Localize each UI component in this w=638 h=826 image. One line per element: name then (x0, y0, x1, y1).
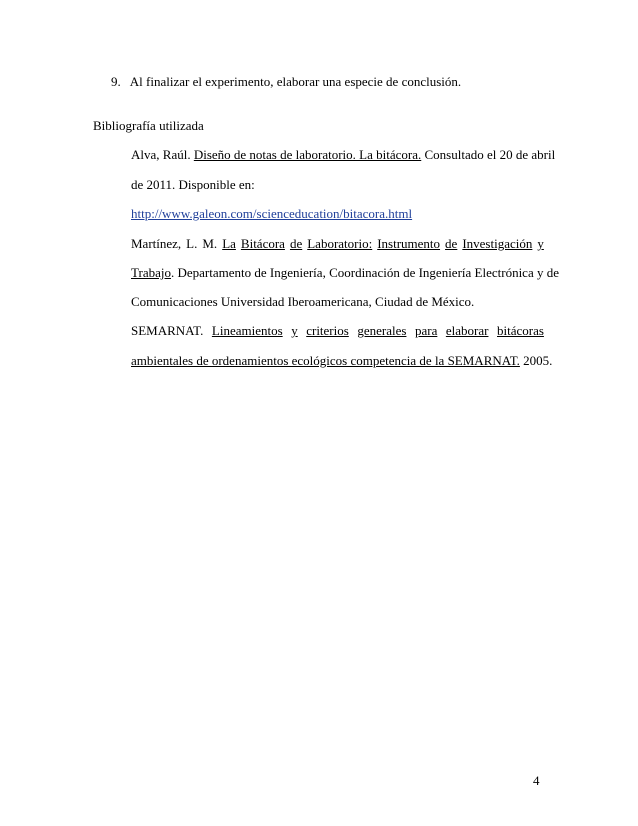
bib-word: Martínez, (131, 236, 182, 251)
bib-word: M. (202, 236, 218, 251)
bib-entry-2-line-3: Comunicaciones Universidad Iberoamericana, Ciudad de México. (131, 294, 475, 309)
list-item-9 (111, 74, 461, 90)
bib-entry-3-year: 2005. (519, 353, 553, 368)
bib-entry-3-line-2 (131, 353, 552, 369)
bib-word: de (289, 236, 303, 251)
bib-entry-1-consulted: Consultado el 20 de abril (424, 147, 556, 162)
bib-entry-2-publisher: . Departamento de Ingeniería, Coordinación de Ingeniería Electrónica y de (170, 265, 559, 280)
bib-entry-1-title: Diseño de notas de laboratorio. La bitácora. (193, 147, 422, 162)
bib-word: y (291, 323, 298, 338)
bib-word: Lineamientos (211, 323, 283, 338)
bib-word: criterios (306, 323, 349, 338)
bib-entry-3-line-1 (131, 323, 544, 339)
bib-entry-2-line-1 (131, 236, 544, 252)
bib-word: SEMARNAT. (131, 323, 204, 338)
bib-entry-1-line-2: de 2011. Disponible en: (131, 177, 255, 192)
bib-entry-1-author: Alva, Raúl. (131, 147, 191, 162)
bib-entry-1-line-1 (131, 147, 555, 163)
bib-entry-3-title-end: ambientales de ordenamientos ecológicos competencia de la SEMARNAT. (131, 353, 520, 368)
bib-entry-1-url-line (131, 206, 412, 222)
list-item-number: 9. (111, 74, 121, 89)
bib-entry-1-url-link[interactable]: http://www.galeon.com/scienceducation/bitacora.html (131, 206, 413, 221)
bib-word: Instrumento (377, 236, 441, 251)
bib-word: bitácoras (497, 323, 544, 338)
bib-word: y (537, 236, 544, 251)
bib-word: elaborar (445, 323, 489, 338)
page-number: 4 (533, 773, 540, 788)
list-item-text: Al finalizar el experimento, elaborar una especie de conclusión. (129, 74, 462, 89)
bib-word: de (445, 236, 458, 251)
bib-word: La (222, 236, 236, 251)
bib-word: Laboratorio: (307, 236, 373, 251)
bib-entry-2-line-2 (131, 265, 559, 281)
bib-word: generales (357, 323, 407, 338)
bib-word: Investigación (462, 236, 533, 251)
bib-word: para (414, 323, 438, 338)
bib-word: Bitácora (240, 236, 285, 251)
bib-word: L. (186, 236, 198, 251)
bibliography-heading: Bibliografía utilizada (93, 118, 204, 133)
bib-entry-2-title-end: Trabajo (131, 265, 171, 280)
